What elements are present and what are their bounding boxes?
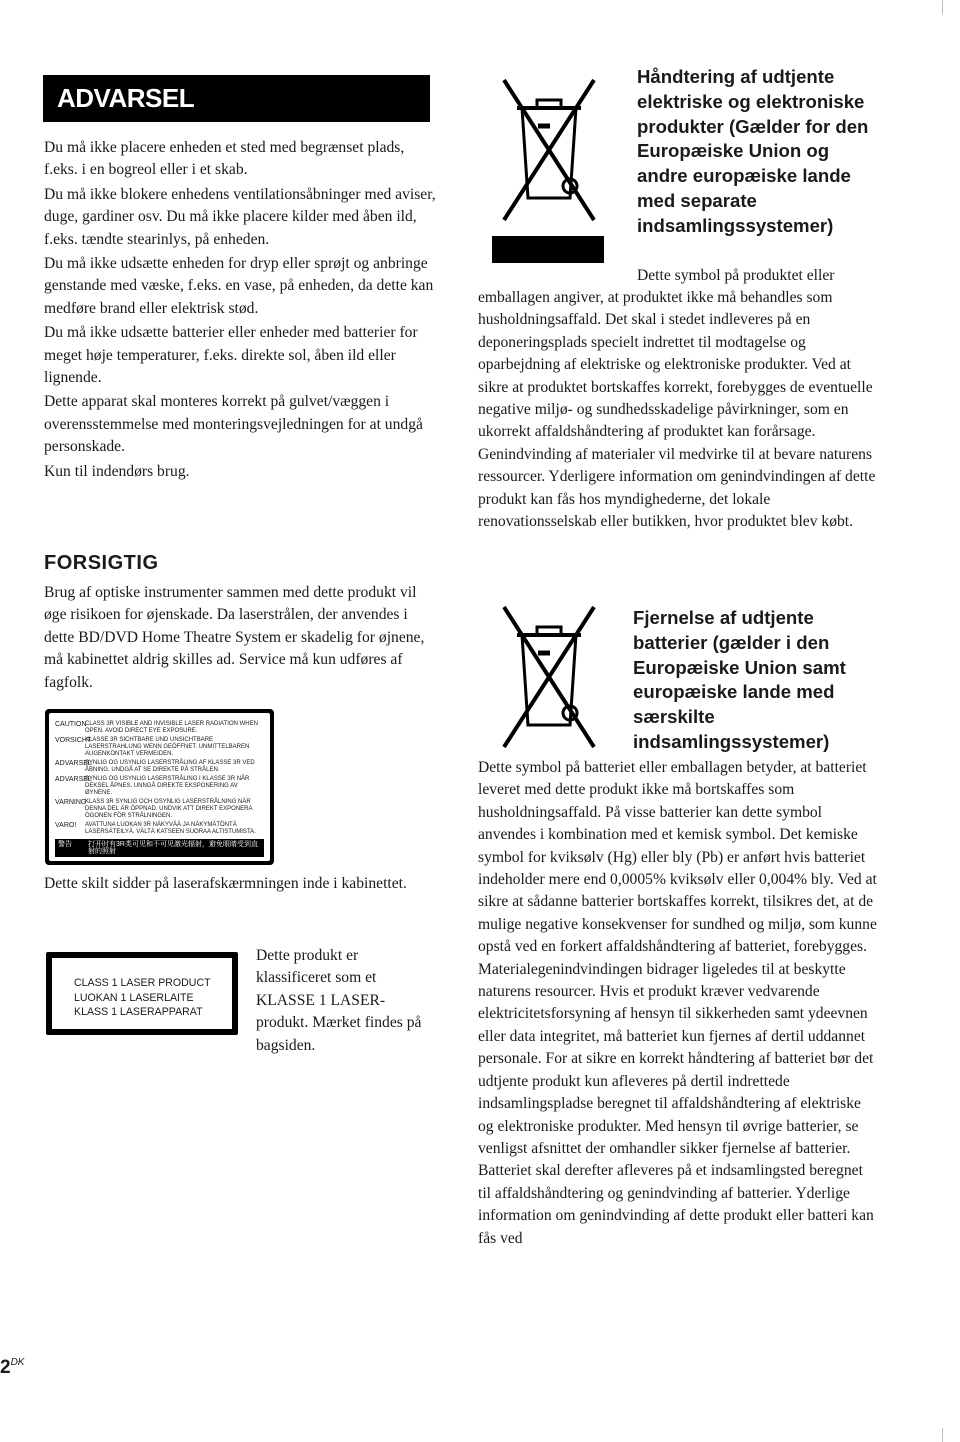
caution-row: ADVARSEL SYNLIG OG USYNLIG LASERSTRÅLING I KLASSE 3R NÅR DEKSEL ÅPNES. UNNGÅ DIREKTE EKSPONERING AV ØYNENE.	[55, 776, 250, 796]
class-description: Dette produkt er klassificeret som et KLASSE 1 LASER-produkt. Mærket findes på bagsiden.	[256, 947, 422, 1054]
caution-row: VARNING KLASS 3R SYNLIG OCH OSYNLIG LASERSTRÅLNING NÄR DENNA DEL ÄR ÖPPNAD. UNDVIK ATT DIREKT EXPONERA ÖGONEN FÖR STRÅLNINGEN.	[55, 799, 253, 819]
laser-caution-label	[45, 709, 274, 865]
warning-paragraph: Dette apparat skal monteres korrekt på gulvet/væggen i overensstemmelse med monteringsvejledningen for at undgå personskade.	[44, 393, 423, 456]
crossed-bin-icon	[482, 70, 612, 270]
warning-paragraph: Kun til indendørs brug.	[44, 462, 190, 480]
weee-text-first-line: Dette symbol på produktet eller	[637, 267, 835, 284]
caution-row: ADVARSEL SYNLIG OG USYNLIG LASERSTRÅLING AF KLASSE 3R VED ÅBNING. UNDGÅ AT SE DIREKTE PÅ STRÅLEN.	[55, 760, 255, 773]
caution-row: CAUTION CLASS 3R VISIBLE AND INVISIBLE LASER RADIATION WHEN OPEN. AVOID DIRECT EYE EXPOSURE.	[55, 721, 258, 734]
class-label-line: LUOKAN 1 LASERLAITE	[74, 991, 194, 1004]
warning-paragraph: Du må ikke udsætte batterier eller enheder med batterier for meget høje temperaturer, f.eks. direkte sol, åben ild eller lignende.	[44, 324, 418, 387]
page-number: $2^{DK}$	[0, 1357, 25, 1378]
caution-row: VORSICHT KLASSE 3R SICHTBARE UND UNSICHTBARE LASERSTRAHLUNG WENN GEÖFFNET. UNMITTELBAREN AUGENKONTAKT VERMEIDEN.	[55, 737, 250, 757]
caution-row: VARO! AVATTUNA LUOKAN 3R NÄKYVÄÄ JA NÄKYMÄTÖNTÄ LASERSÄTEILYÄ. VÄLTÄ KATSEEN SUORAA ALTISTUMISTA.	[55, 822, 256, 835]
class-label-line: CLASS 1 LASER PRODUCT	[74, 977, 211, 989]
warning-text-block	[44, 137, 436, 485]
crop-mark	[942, 1428, 943, 1442]
crop-mark	[942, 0, 943, 14]
forsigtig-text: Brug af optiske instrumenter sammen med dette produkt vil øge risikoen for øjenskade. Da laserstrålen, der anvendes i dette BD/DVD Home Theatre System er skadelig for øjnene, må kabinettet aldrig skilles ad. Service må kun udføres af fagfolk.	[44, 584, 425, 691]
label-location-note: Dette skilt sidder på laserafskærmningen inde i kabinettet.	[44, 875, 407, 892]
page-lang: DK	[10, 1357, 25, 1368]
crossed-bin-battery-icon	[482, 597, 612, 757]
forsigtig-heading: FORSIGTIG	[44, 552, 159, 574]
weee-heading: Håndtering af udtjente elektriske og elektroniske produkter (Gælder for den Europæiske Union og andre europæiske lande med separate indsamlingssystemer)	[637, 66, 869, 236]
advarsel-heading: ADVARSEL	[43, 75, 430, 122]
caution-row-chinese: 警告 打开时有3R类可见和不可见激光辐射，避免眼睛受到直射的照射	[55, 839, 264, 857]
weee-text: emballagen angiver, at produktet ikke må behandles som husholdningsaffald. Det skal i stedet indleveres på en deponeringsplads specielt indrettet til modtagelse og oparbejdning af elektriske og elektroniske produkter. Ved at sikre at produktet bortskaffes korrekt, forebygges de eventuelle negative miljø- og sundhedsskadelige påvirkninger, som en ukorrekt affaldshåndtering af produktet kan forårsage. Genindvinding af materialer vil medvirke til at bevare naturens ressourcer. Yderligere information om genindvindingen af dette produkt kan fås hos myndighederne, det lokale renovationsselskab eller butikken, hvor produktet blev købt.	[478, 289, 876, 531]
class-label-line: KLASS 1 LASERAPPARAT	[74, 1006, 203, 1018]
class1-laser-label	[46, 952, 238, 1035]
warning-paragraph: Du må ikke blokere enhedens ventilationsåbninger med aviser, duge, gardiner osv. Du må ikke placere kilder med åben ild, f.eks. tændte stearinlys, på enheden.	[44, 185, 436, 248]
warning-paragraph: Du må ikke placere enheden et sted med begrænset plads, f.eks. i en bogreol eller i et skab.	[44, 139, 405, 179]
warning-paragraph: Du må ikke udsætte enheden for dryp eller sprøjt og anbringe genstande med væske, f.eks. en vase, på enheden, da dette kan medføre brand eller elektrisk stød.	[44, 255, 434, 317]
battery-text: Dette symbol på batteriet eller emballagen betyder, at batteriet leveret med dette produkt ikke må bortskaffes som husholdningsaffald. På visse batterier kan dette symbol anvendes i kombination med et kemisk symbol. Det kemiske symbol for kviksølv (Hg) eller bly (Pb) er anført hvis batteriet indeholder mere end 0,0005% kviksølv eller 0,004% bly. Ved at sikre at sådanne batterier bortskaffes korrekt, tilsikres det, at de mulige negative konsekvenser for sundhed og miljø, som kunne opstå ved en forkert affaldshåndtering af batteriet, forebygges. Materialegenindvindingen bidrager ligeledes til at beskytte naturens resourcer. Hvis et produkt kræver vedvarende elektricitetsforsyning af hensyn til sikkerheden samt ydeevnen eller data integritet, må batteriet kun fjernes af dertil uddannet personale. For at sikre en korrekt håndtering af batteriet bør det udtjente produkt kun afleveres på dertil indrettede indsamlingspladse beregnet til affaldshåndtering af elektriske og elektroniske produkter. Med hensyn til øvrige batterier, se venligst afsnittet der omhandler sikker fjernelse af batterier. Batteriet skal derefter afleveres på et indsamlingsted beregnet til affaldshåndtering og genindvinding af batterier. Yderlige information om genindvinding af dette produkt eller batteri kan fås ved	[478, 759, 877, 1247]
battery-heading: Fjernelse af udtjente batterier (gælder i den Europæiske Union samt europæiske lande med særskilte indsamlingssystemer)	[633, 607, 846, 752]
